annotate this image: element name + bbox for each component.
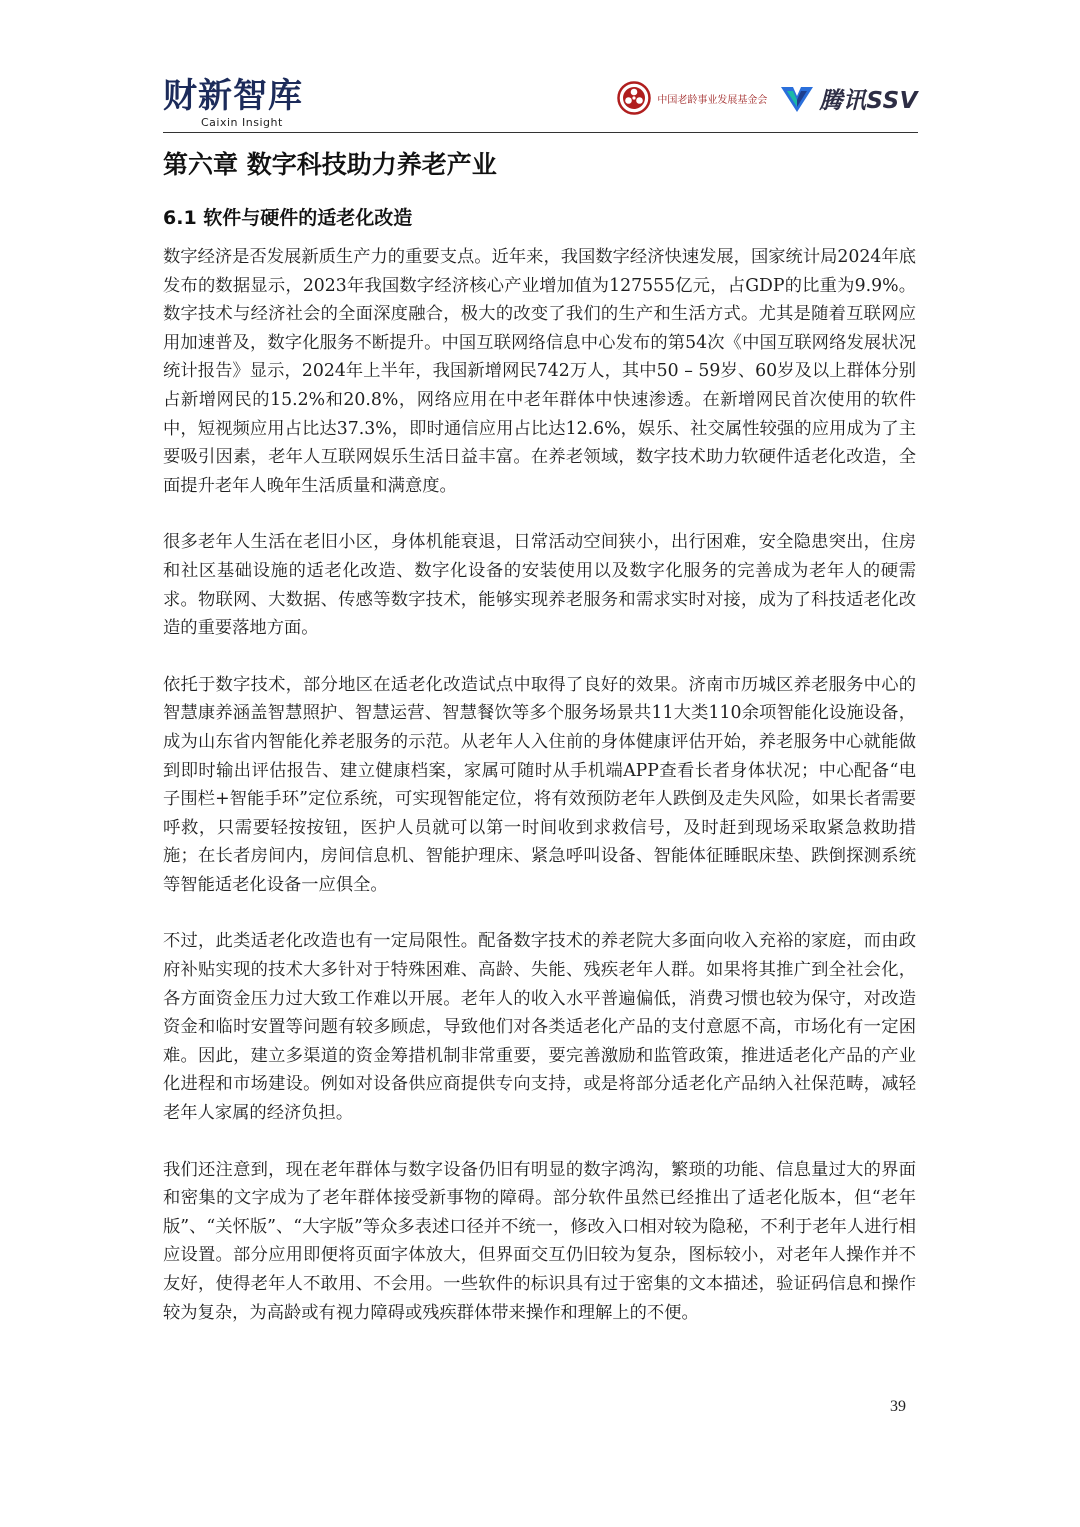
tencent-ssv-mark-icon	[779, 83, 815, 113]
caixin-insight-logo	[163, 76, 323, 132]
chapter-title: 第六章 数字科技助力养老产业	[163, 150, 497, 179]
paragraph-4: 不过，此类适老化改造也有一定局限性。配备数字技术的养老院大多面向收入充裕的家庭，而由政府补贴实现的技术大多针对于特殊困难、高龄、失能、残疾老年人群。如果将其推广到全社会化，各方面资金压力过大致工作难以开展。老年人的收入水平普遍偏低，消费习惯也较为保守，对改造资金和临时安置等问题有较多顾虑，导致他们对各类适老化产品的支付意愿不高，市场化有一定困难。因此，建立多渠道的资金筹措机制非常重要，要完善激励和监管政策，推进适老化产品的产业化进程和市场建设。例如对设备供应商提供专向支持，或是将部分适老化产品纳入社保范畴，减轻老年人家属的经济负担。	[163, 931, 916, 1124]
partner-logos	[617, 78, 918, 118]
section-title: 6.1 软件与硬件的适老化改造	[163, 207, 413, 229]
paragraph-3: 依托于数字技术，部分地区在适老化改造试点中取得了良好的效果。济南市历城区养老服务中心的智慧康养涵盖智慧照护、智慧运营、智慧餐饮等多个服务场景共11大类110余项智能化设施设备，成为山东省内智能化养老服务的示范。从老年人入住前的身体健康评估开始，养老服务中心就能做到即时输出评估报告、建立健康档案，家属可随时从手机端APP查看长者身体状况；中心配备“电子围栏+智能手环”定位系统，可实现智能定位，将有效预防老年人跌倒及走失风险，如果长者需要呼救，只需要轻按按钮，医护人员就可以第一时间收到求救信号，及时赶到现场采取紧急救助措施；在长者房间内，房间信息机、智能护理床、紧急呼叫设备、智能体征睡眠床垫、跌倒探测系统等智能适老化设备一应俱全。	[163, 674, 916, 895]
page-number: 39	[890, 1398, 906, 1415]
paragraph-5: 我们还注意到，现在老年群体与数字设备仍旧有明显的数字鸿沟，繁琐的功能、信息量过大的界面和密集的文字成为了老年群体接受新事物的障碍。部分软件虽然已经推出了适老化版本，但“老年版”、“关怀版”、“大字版”等众多表述口径并不统一，修改入口相对较为隐秘，不利于老年人进行相应设置。部分应用即便将页面字体放大，但界面交互仍旧较为复杂，图标较小，对老年人操作并不友好，使得老年人不敢用、不会用。一些软件的标识具有过于密集的文本描述，验证码信息和操作较为复杂，为高龄或有视力障碍或残疾群体带来操作和理解上的不便。	[163, 1159, 916, 1323]
page-header	[163, 72, 918, 134]
foundation-name: 中国老龄事业发展基金会	[657, 94, 768, 106]
svg-text:财新智库: 财新智库	[163, 76, 303, 112]
paragraph-1: 数字经济是否发展新质生产力的重要支点。近年来，我国数字经济快速发展，国家统计局2024年底发布的数据显示，2023年我国数字经济核心产业增加值为127555亿元，占GDP的比重为9.9%。数字技术与经济社会的全面深度融合，极大的改变了我们的生产和生活方式。尤其是随着互联网应用加速普及，数字化服务不断提升。中国互联网络信息中心发布的第54次《中国互联网络发展状况统计报告》显示，2024年上半年，我国新增网民742万人，其中50 – 59岁、60岁及以上群体分别占新增网民的15.2%和20.8%，网络应用在中老年群体中快速渗透。在新增网民首次使用的软件中，短视频应用占比达37.3%，即时通信应用占比达12.6%，娱乐、社交属性较强的应用成为了主要吸引因素，老年人互联网娱乐生活日益丰富。在养老领域，数字技术助力软硬件适老化改造，全面提升老年人晚年生活质量和满意度。	[163, 247, 916, 496]
caixin-insight-logo-mark	[163, 76, 313, 112]
header-divider	[163, 132, 918, 133]
tencent-ssv-name: 腾讯SSV	[819, 87, 918, 114]
body-text	[163, 243, 916, 1355]
foundation-logo	[617, 81, 767, 115]
brand-subtitle: Caixin Insight	[201, 116, 283, 129]
foundation-emblem-icon	[617, 81, 651, 115]
paragraph-2: 很多老年人生活在老旧小区，身体机能衰退，日常活动空间狭小，出行困难，安全隐患突出，住房和社区基础设施的适老化改造、数字化设备的安装使用以及数字化服务的完善成为老年人的硬需求。物联网、大数据、传感等数字技术，能够实现养老服务和需求实时对接，成为了科技适老化改造的重要落地方面。	[163, 532, 916, 639]
tencent-ssv-logo	[779, 82, 918, 115]
